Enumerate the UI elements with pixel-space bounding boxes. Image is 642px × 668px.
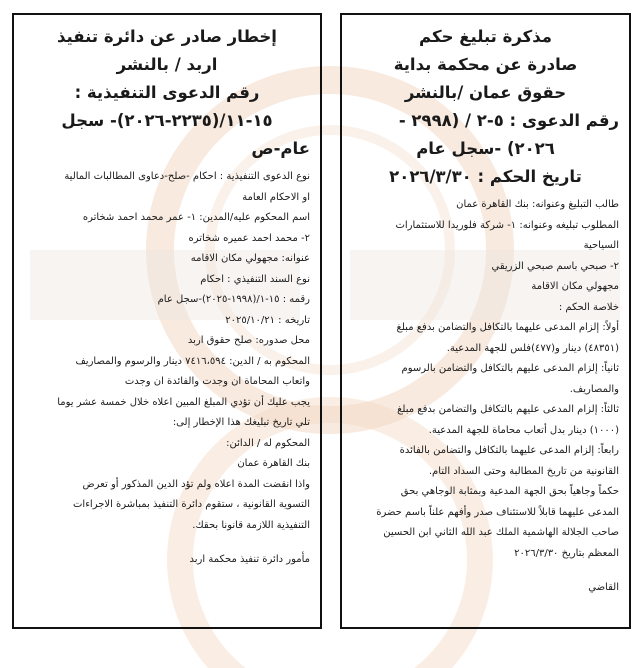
judgment-line: والمصاريف. xyxy=(569,383,619,395)
judgment-line: المطلوب تبليغه وعنوانه: ١- شركة فلوريدا للاستثمارات xyxy=(395,219,619,231)
execution-line: المحكوم له / الدائن: xyxy=(226,437,310,449)
execution-notice-body xyxy=(24,167,310,536)
judgment-line: صاحب الجلالة الهاشمية الملك عبد الله الثاني ابن الحسين xyxy=(383,527,619,538)
judgment-line: المدعى عليهما قابلاً للاستئناف صدر وأفهم علناً باسم حضرة xyxy=(376,506,619,518)
execution-line: رقمه : ١٥-١/(١٩٩٨-٢٠٢٥)-سجل عام xyxy=(157,294,310,305)
judgment-line: حكماً وجاهياً بحق الجهة المدعية وبمثابة الوجاهي بحق xyxy=(400,486,619,497)
judgment-notice-court-city: حقوق عمان /بالنشر xyxy=(404,83,567,102)
judgment-line: المعظم بتاريخ ٢٠٢٦/٣/٣٠ xyxy=(514,547,619,559)
execution-line: التسوية القانونية ، ستقوم دائرة التنفيذ بمباشرة الاجراءات xyxy=(73,499,310,510)
judgment-notice xyxy=(340,13,631,629)
judgment-line: طالب التبليغ وعنوانه: بنك القاهرة عمان xyxy=(456,199,619,210)
judgment-line: أولاً: إلزام المدعى عليهما بالتكافل والتضامن بدفع مبلغ xyxy=(396,322,619,333)
execution-line: نوع السند التنفيذي : احكام xyxy=(200,273,310,285)
execution-line: اسم المحكوم عليه/المدين: ١- عمر محمد احمد شخاتره xyxy=(82,212,310,223)
execution-line: بنك القاهرة عمان xyxy=(237,458,310,469)
execution-line: واذا انقضت المدة اعلاه ولم تؤد الدين المذكور أو تعرض xyxy=(82,478,310,490)
execution-officer-signature: مأمور دائرة تنفيذ محكمة اربد xyxy=(189,554,310,565)
execution-line: تاريخه : ٢٠٢٥/١٠/٢١ xyxy=(225,314,310,326)
execution-notice-case-number-cont: عام-ص xyxy=(251,139,310,158)
judgment-line: رابعاً: إلزام المدعى عليهما بالتكافل والتضامن بالفائدة xyxy=(399,445,619,456)
execution-notice-case-label: رقم الدعوى التنفيذية : xyxy=(74,83,260,102)
judgment-notice-case-number: رقم الدعوى : ٥-٢ / (٢٩٩٨ - xyxy=(398,111,619,130)
judgment-line: (١٠٠٠) دينار بدل أتعاب محاماة للجهة المدعية. xyxy=(428,424,619,436)
execution-line: تلي تاريخ تبليغك هذا الإخطار إلى: xyxy=(172,417,310,428)
execution-notice-case-number: ١٥-١١/(٢٢٣٥-٢٠٢٦)- سجل xyxy=(61,111,273,130)
execution-line: محل صدوره: صلح حقوق اربد xyxy=(187,335,310,346)
execution-line: واتعاب المحاماة ان وجدت والفائدة ان وجدت xyxy=(124,376,310,387)
execution-line: ٢- محمد احمد عميره شخاتره xyxy=(188,232,310,244)
judgment-line: ثانياً: إلزام المدعى عليهم بالتكافل والتضامن بالرسوم xyxy=(401,363,619,374)
execution-line: المحكوم به / الدين: ٧٤١٦،٥٩٤ دينار والرسوم والمصاريف xyxy=(75,355,310,367)
judgment-line: خلاصة الحكم : xyxy=(558,301,619,313)
judgment-line: مجهولي مكان الاقامة xyxy=(531,281,619,292)
judgment-notice-case-number-cont: ٢٠٢٦) -سجل عام xyxy=(416,139,555,158)
judge-signature: القاضي xyxy=(588,582,619,593)
execution-line: نوع الدعوى التنفيذية : احكام -صلح-دعاوى المطالبات المالية xyxy=(64,171,310,182)
execution-line: او الاحكام العامة xyxy=(242,191,310,203)
judgment-line: (٤٨٣٥١) دينار و(٤٧٧)فلس للجهة المدعية. xyxy=(446,342,619,354)
execution-line: يجب عليك أن تؤدي المبلغ المبين اعلاه خلال خمسة عشر يوما xyxy=(57,396,310,408)
judgment-notice-date: تاريخ الحكم : ٢٠٢٦/٣/٣٠ xyxy=(389,167,582,186)
judgment-line: ٢- صبحي باسم صبحي الزريقي xyxy=(491,260,619,272)
execution-notice-title: إخطار صادر عن دائرة تنفيذ xyxy=(57,27,277,46)
judgment-line: القانونية من تاريخ المطالبة وحتى السداد التام. xyxy=(428,465,619,477)
judgment-notice-title: مذكرة تبليغ حكم xyxy=(419,27,552,46)
execution-notice-city: اربد / بالنشر xyxy=(116,55,218,74)
execution-line: التنفيذية اللازمة قانونا بحقك. xyxy=(192,519,310,531)
judgment-notice-body xyxy=(352,195,619,564)
execution-notice xyxy=(12,13,322,629)
execution-line: عنوانه: مجهولي مكان الاقامه xyxy=(190,253,310,264)
judgment-notice-court: صادرة عن محكمة بداية xyxy=(393,55,578,74)
judgment-line: ثالثاً: إلزام المدعى عليهم بالتكافل والتضامن بدفع مبلغ xyxy=(397,404,619,415)
judgment-line: السياحية xyxy=(583,240,619,251)
